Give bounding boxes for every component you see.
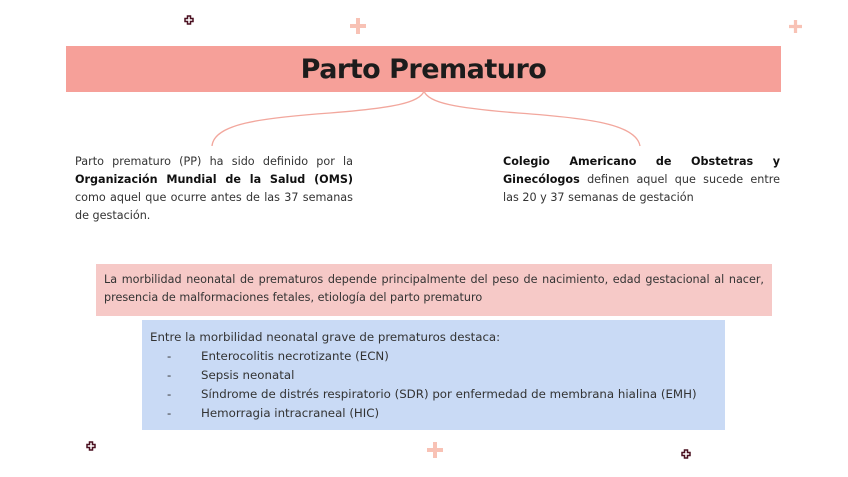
list-item: - Enterocolitis necrotizante (ECN) <box>167 347 717 366</box>
list-item: - Síndrome de distrés respiratorio (SDR) por enfermedad de membrana hialina (EMH) <box>167 385 717 404</box>
severe-morbidity-intro: Entre la morbilidad neonatal grave de prematuros destaca: <box>150 330 501 344</box>
plus-icon <box>184 15 194 25</box>
list-item: - Sepsis neonatal <box>167 366 717 385</box>
acog-definition-text: definen aquel que sucede entre las 20 y 37 semanas de gestación <box>503 173 780 204</box>
plus-icon <box>789 20 802 33</box>
list-item: - Hemorragia intracraneal (HIC) <box>167 404 717 423</box>
page-title: Parto Prematuro <box>300 53 547 85</box>
plus-icon <box>86 441 96 451</box>
plus-icon <box>427 442 443 458</box>
plus-icon <box>350 18 366 34</box>
oms-definition-text-1: Parto prematuro (PP) ha sido definido por la <box>75 155 353 168</box>
morbidity-note: La morbilidad neonatal de prematuros depende principalmente del peso de nacimiento, edad gestacional al nacer, presencia de malformaciones fetales, etiología del parto prematuro <box>96 264 772 316</box>
title-banner <box>66 46 781 92</box>
oms-definition <box>75 153 353 225</box>
acog-name: Colegio Americano de Obstetras y Ginecólogos <box>503 155 780 186</box>
oms-definition-text-2: como aquel que ocurre antes de las 37 semanas de gestación. <box>75 191 353 222</box>
severe-morbidity-list <box>150 347 717 423</box>
plus-icon <box>681 449 691 459</box>
oms-name: Organización Mundial de la Salud (OMS) <box>75 173 353 186</box>
acog-definition <box>503 153 780 207</box>
severe-morbidity-box <box>142 320 725 430</box>
